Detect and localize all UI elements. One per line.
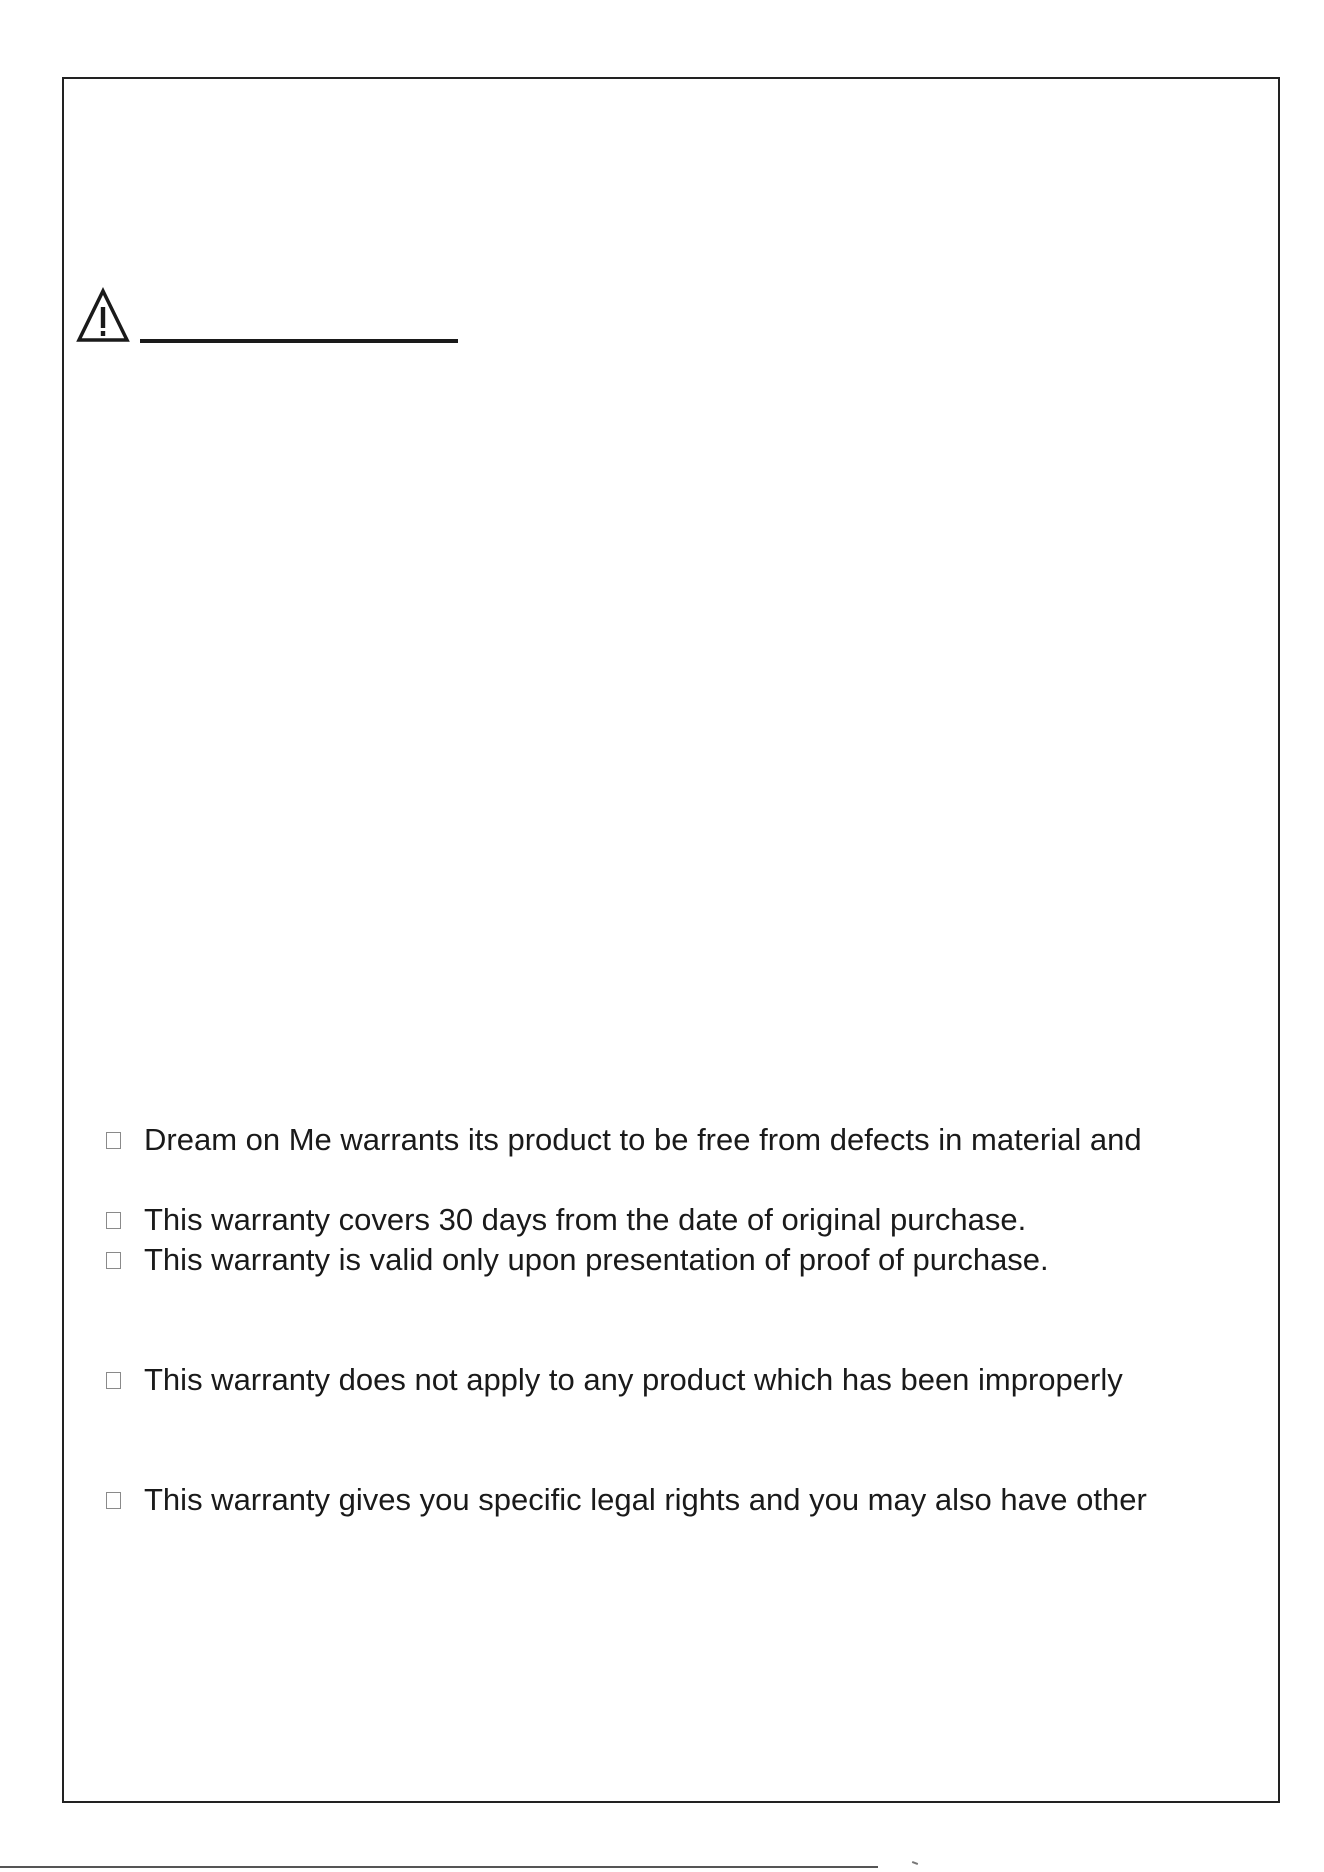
heading-underline [140,339,458,343]
warranty-item [106,1480,1147,1520]
warning-triangle-icon [76,287,130,345]
empty-box-bullet-icon [106,1492,121,1509]
empty-box-bullet-icon [106,1372,121,1389]
warranty-item-text: This warranty is valid only upon presentation of proof of purchase. [144,1242,1049,1277]
page-border [62,77,1280,1803]
empty-box-bullet-icon [106,1132,121,1149]
warranty-item [106,1120,1142,1160]
warranty-item [106,1240,1049,1280]
footer-mark [912,1861,918,1865]
warranty-item-text: Dream on Me warrants its product to be free from defects in material and [144,1122,1142,1157]
warranty-item-text: This warranty covers 30 days from the date of original purchase. [144,1202,1027,1237]
empty-box-bullet-icon [106,1252,121,1269]
footer-rule [0,1866,878,1868]
warranty-item-text: This warranty does not apply to any product which has been improperly [144,1362,1123,1397]
empty-box-bullet-icon [106,1212,121,1229]
warranty-item [106,1360,1123,1400]
warranty-item-text: This warranty gives you specific legal rights and you may also have other [144,1482,1147,1517]
warranty-item [106,1200,1026,1240]
